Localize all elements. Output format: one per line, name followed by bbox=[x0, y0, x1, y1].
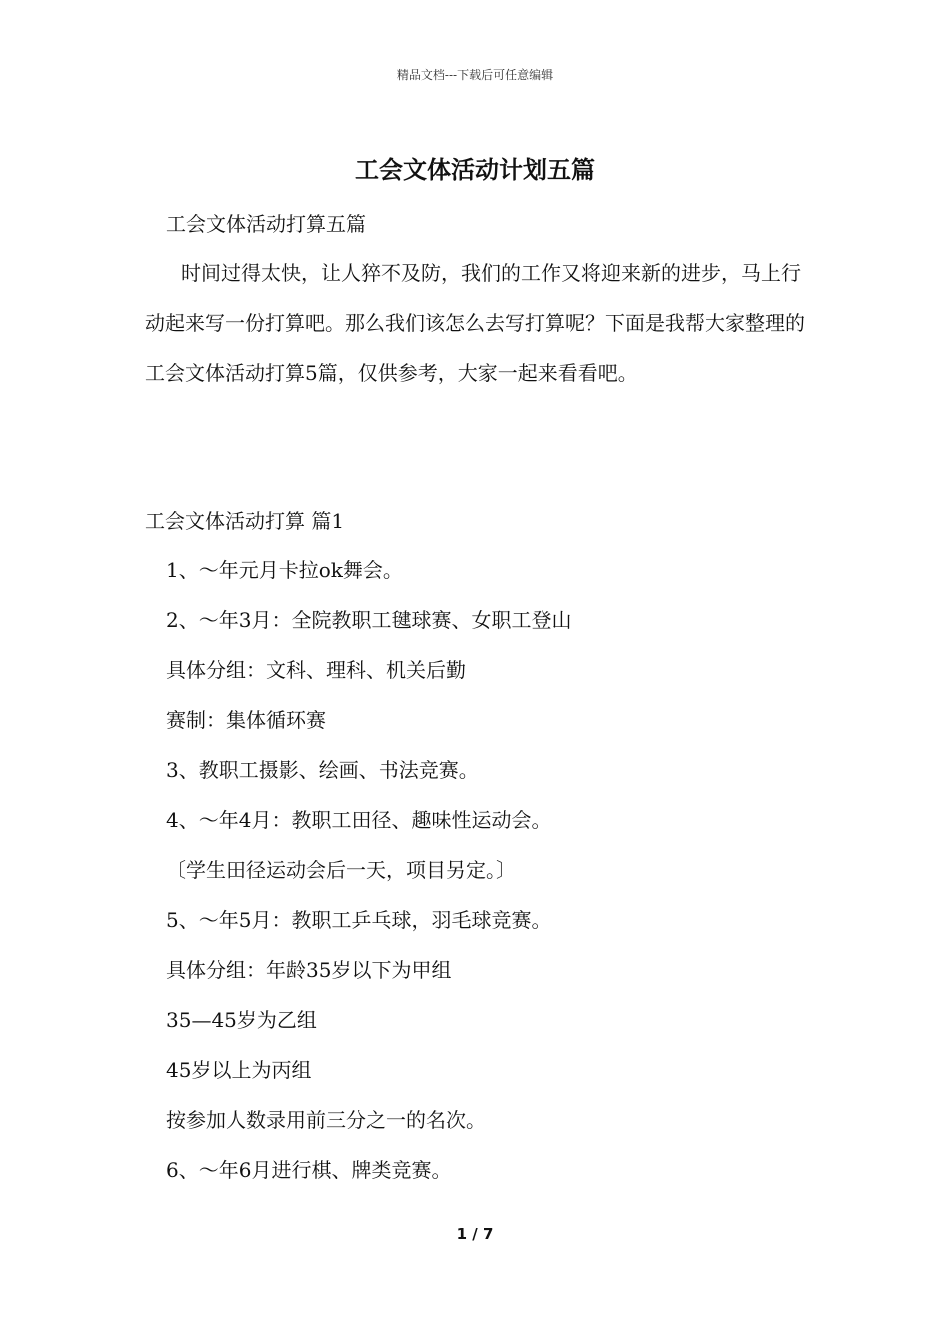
list-item: 2、～年3月：全院教职工毽球赛、女职工登山 bbox=[166, 608, 572, 632]
page-header: 精品文档---下载后可任意编辑 bbox=[396, 68, 554, 82]
document-title: 工会文体活动计划五篇 bbox=[355, 155, 595, 184]
list-item: 〔学生田径运动会后一天，项目另定。〕 bbox=[166, 858, 516, 882]
list-item: 6、～年6月进行棋、牌类竞赛。 bbox=[166, 1158, 452, 1182]
page-indicator: 1 / 7 bbox=[456, 1225, 494, 1243]
intro-paragraph: 时间过得太快，让人猝不及防，我们的工作又将迎来新的进步，马上行动起来写一份打算吧。那么我们该怎么去写打算呢？下面是我帮大家整理的工会文体活动打算5篇，仅供参考，大家一起来看看吧。 bbox=[145, 261, 805, 385]
list-item: 具体分组：年龄35岁以下为甲组 bbox=[166, 958, 452, 982]
list-item: 5、～年5月：教职工乒乓球，羽毛球竞赛。 bbox=[166, 908, 552, 932]
list-item: 4、～年4月：教职工田径、趣味性运动会。 bbox=[166, 808, 552, 832]
activity-list bbox=[166, 552, 571, 1202]
list-item: 具体分组：文科、理科、机关后勤 bbox=[166, 658, 466, 682]
document-subtitle: 工会文体活动打算五篇 bbox=[166, 212, 366, 236]
list-item: 45岁以上为丙组 bbox=[166, 1058, 312, 1082]
section-heading: 工会文体活动打算 篇1 bbox=[145, 509, 345, 533]
list-item: 赛制：集体循环赛 bbox=[166, 708, 326, 732]
list-item: 按参加人数录用前三分之一的名次。 bbox=[166, 1108, 486, 1132]
list-item: 1、～年元月卡拉ok舞会。 bbox=[166, 558, 403, 582]
list-item: 3、教职工摄影、绘画、书法竞赛。 bbox=[166, 758, 479, 782]
list-item: 35—45岁为乙组 bbox=[166, 1008, 317, 1032]
